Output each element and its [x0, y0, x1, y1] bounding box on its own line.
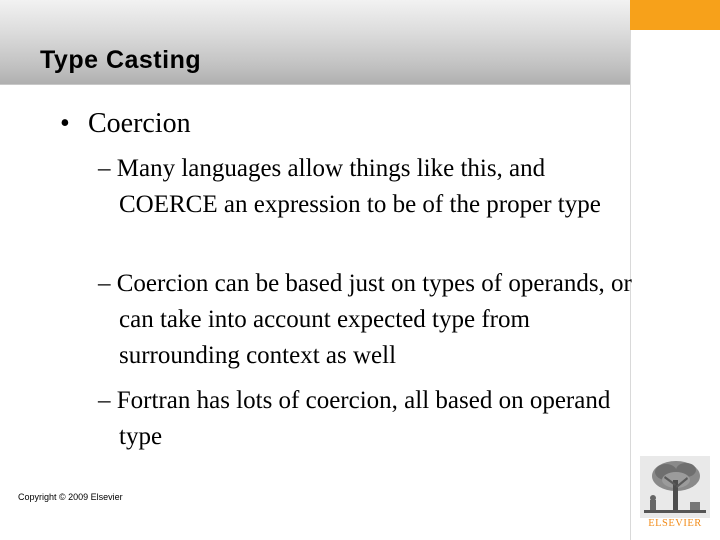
- sub-bullet-marker: –: [98, 155, 111, 182]
- bullet-marker: •: [60, 108, 70, 139]
- sub-bullet-item: [98, 383, 639, 455]
- sub-bullet-item: [98, 266, 639, 374]
- sub-bullet-marker: –: [98, 387, 111, 414]
- elsevier-logo: [640, 456, 710, 534]
- sub-bullet-marker: –: [98, 270, 111, 297]
- elsevier-tree-logo-icon: [640, 456, 710, 518]
- bullet-text: Coercion: [88, 108, 191, 139]
- orange-accent-bar: [630, 0, 720, 30]
- sub-bullet-item: [98, 151, 639, 223]
- sub-bullet-text: Fortran has lots of coercion, all based on operand type: [116, 387, 611, 450]
- slide-title: Type Casting: [40, 46, 202, 74]
- bullet-item: [60, 108, 191, 140]
- sub-bullet-text: Many languages allow things like this, and COERCE an expression to be of the proper type: [116, 155, 601, 218]
- sub-bullet-text: Coercion can be based just on types of operands, or can take into account expected type from surrounding context as well: [116, 270, 632, 369]
- elsevier-wordmark: ELSEVIER: [648, 518, 702, 529]
- copyright-footer: Copyright © 2009 Elsevier: [18, 492, 123, 502]
